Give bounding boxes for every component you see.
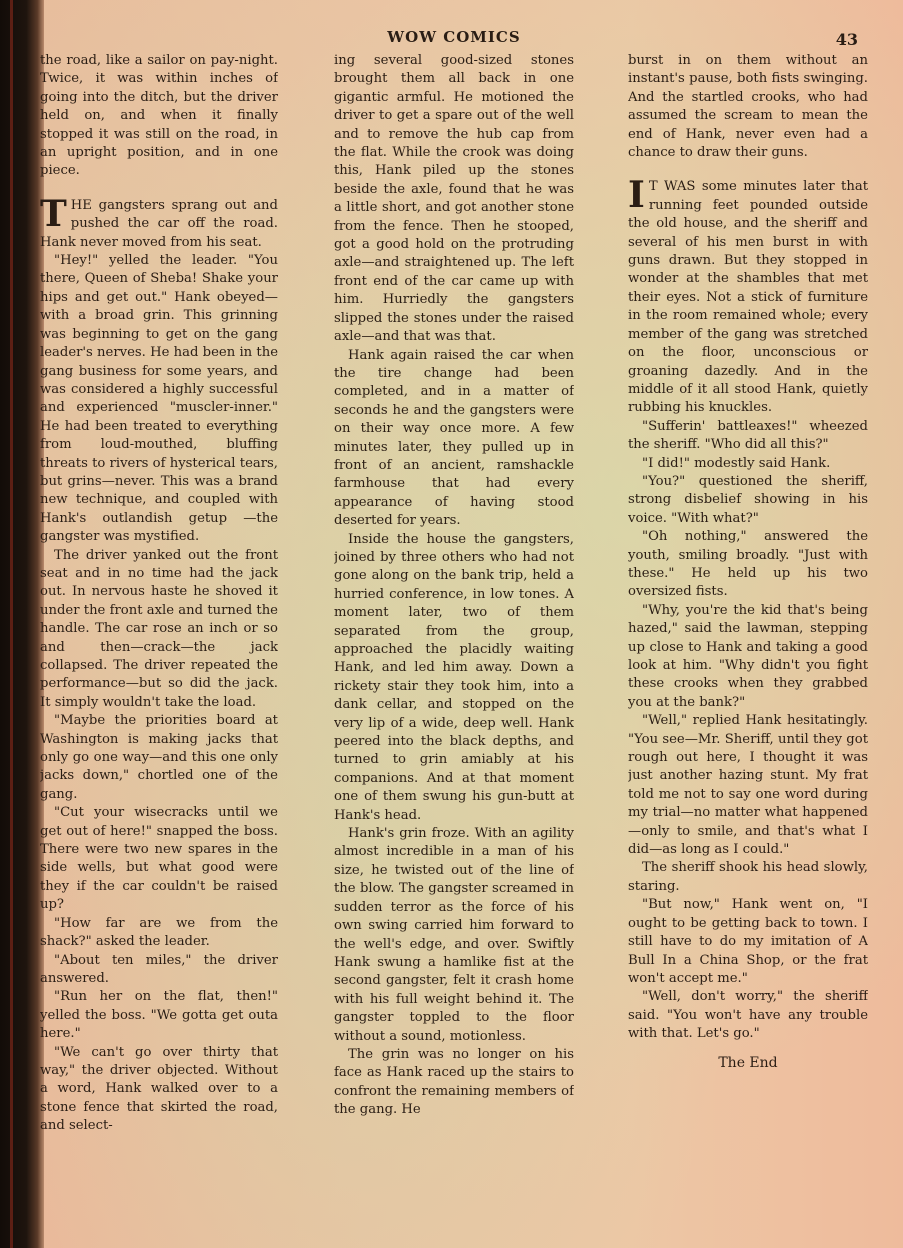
page-number: 43 <box>835 30 858 49</box>
paragraph: "About ten miles," the driver answered. <box>40 952 278 986</box>
paragraph: The driver yanked out the front seat and in no time had the jack out. In nervous haste he shoved it under the front axle and turned the handle. The car rose an inch or so and then—crack—the jack collapsed. The driver repeated the performance—but so did the jack. It simply wouldn't take the load. <box>40 547 278 710</box>
paragraph: "Why, you're the kid that's being hazed," said the lawman, stepping up close to Hank and taking a good look at him. "Why didn't you fight these crooks when they grabbed you at the bank?" <box>628 602 868 710</box>
paragraph: "Run her on the flat, then!" yelled the boss. "We gotta get outa here." <box>40 989 278 1042</box>
text-column-2 <box>334 52 574 1224</box>
paragraph-text: HE gangsters sprang out and pushed the car off the road. Hank never moved from his seat. <box>40 197 278 250</box>
paragraph: "Sufferin' battleaxes!" wheezed the sheriff. "Who did all this?" <box>628 418 868 453</box>
paragraph: The sheriff shook his head slowly, staring. <box>628 860 868 894</box>
drop-cap: T <box>40 192 67 235</box>
paragraph: "Well," replied Hank hesitatingly. "You see—Mr. Sheriff, until they got rough out here, I thought it was just another hazing stunt. My frat told me not to say one word during my trial—no matter what happened—only to smile, and that's what I did—as long as I could." <box>628 713 868 858</box>
paragraph: "We can't go over thirty that way," the driver objected. Without a word, Hank walked over to a stone fence that skirted the road, and select- <box>40 1044 278 1134</box>
paragraph: "Oh nothing," answered the youth, smiling broadly. "Just with these." He held up his two oversized fists. <box>628 529 868 600</box>
paragraph: burst in on them without an instant's pause, both fists swinging. And the startled crooks, who had assumed the scream to mean the end of Hank, never even had a chance to draw their guns. <box>628 53 868 161</box>
paragraph-text: T WAS some minutes later that running feet pounded outside the old house, and the sheriff and several of his men burst in with guns drawn. But they stopped in wonder at the shambles that met their eyes. Not a stick of furniture in the room remained whole; every member of the gang was stretched on the floor, unconscious or groaning dazedly. And in the middle of it all stood Hank, quietly rubbing his knuckles. <box>628 179 868 416</box>
magazine-title: WOW COMICS <box>387 28 521 46</box>
paragraph: Hank again raised the car when the tire change had been completed, and in a matter of seconds he and the gangsters were on their way once more. A few minutes later, they pulled up in front of an ancient, ramshackle farmhouse that had every appearance of having stood deserted for years. <box>334 347 574 529</box>
paragraph: ing several good-sized stones brought them all back in one gigantic armful. He motioned the driver to get a spare out of the well and to remove the hub cap from the flat. While the crook was doing this, Hank piled up the stones beside the axle, found that he was a little short, and got another stone from the fence. Then he stooped, got a good hold on the protruding axle—and straightened up. The left front end of the car came up with him. Hurriedly the gangsters slipped the stones under the raised axle—and that was that. <box>334 53 574 345</box>
story-end-label: The End <box>718 1054 778 1071</box>
text-column-3 <box>628 52 868 1212</box>
paragraph: "Cut your wisecracks until we get out of here!" snapped the boss. There were two new spares in the side wells, but what good were they if the car couldn't be raised up? <box>40 805 278 913</box>
paragraph: the road, like a sailor on pay-night. Twice, it was within inches of going into the ditch, but the driver held on, and when it finally stopped it was still on the road, in an upright position, and in one piece. <box>40 53 278 179</box>
paragraph: "But now," Hank went on, "I ought to be getting back to town. I still have to do my imitation of A Bull In a China Shop, or the frat won't accept me." <box>628 897 868 986</box>
paragraph: "I did!" modestly said Hank. <box>642 455 831 471</box>
book-spine <box>0 0 44 1248</box>
paragraph: The grin was no longer on his face as Hank raced up the stairs to confront the remaining members of the gang. He <box>334 1046 574 1118</box>
paragraph: "You?" questioned the sheriff, strong disbelief showing in his voice. "With what?" <box>628 473 868 526</box>
paragraph: "Hey!" yelled the leader. "You there, Queen of Sheba! Shake your hips and get out." Hank obeyed—with a broad grin. This grinning was beginning to get on the gang leader's nerves. He had been in the gang business for some years, and was considered a highly successful and experienced "muscler-inner." He had been treated to everything from loud-mouthed, bluffing threats to rivers of hysterical tears, but grins—never. This was a brand new technique, and coupled with Hank's outlandish getup —the gangster was mystified. <box>40 253 278 545</box>
paragraph-dropcap <box>628 174 868 417</box>
paragraph: "Maybe the priorities board at Washington is making jacks that only go one way—and this one only jacks down," chortled one of the gang. <box>40 713 278 802</box>
paragraph: "How far are we from the shack?" asked the leader. <box>40 915 278 950</box>
text-column-1 <box>40 52 278 1222</box>
paragraph-dropcap <box>40 192 278 252</box>
paragraph: Inside the house the gangsters, joined by three others who had not gone along on the bank trip, held a hurried conference, in low tones. A moment later, two of them separated from the group, approached the placidly waiting Hank, and led him away. Down a rickety stair they took him, into a dank cellar, and stopped on the very lip of a wide, deep well. Hank peered into the black depths, and turned to grin amiably at his companions. And at that moment one of them swung his gun-butt at Hank's head. <box>334 531 574 823</box>
drop-cap: I <box>628 174 645 217</box>
paragraph: "Well, don't worry," the sheriff said. "You won't have any trouble with that. Let's go." <box>628 989 868 1042</box>
paragraph: Hank's grin froze. With an agility almost incredible in a man of his size, he twisted out of the line of the blow. The gangster screamed in sudden terror as the force of his own swing carried him forward to the well's edge, and over. Swiftly Hank swung a hamlike fist at the second gangster, felt it crash home with his full weight behind it. The gangster toppled to the floor without a sound, motionless. <box>334 826 574 1044</box>
